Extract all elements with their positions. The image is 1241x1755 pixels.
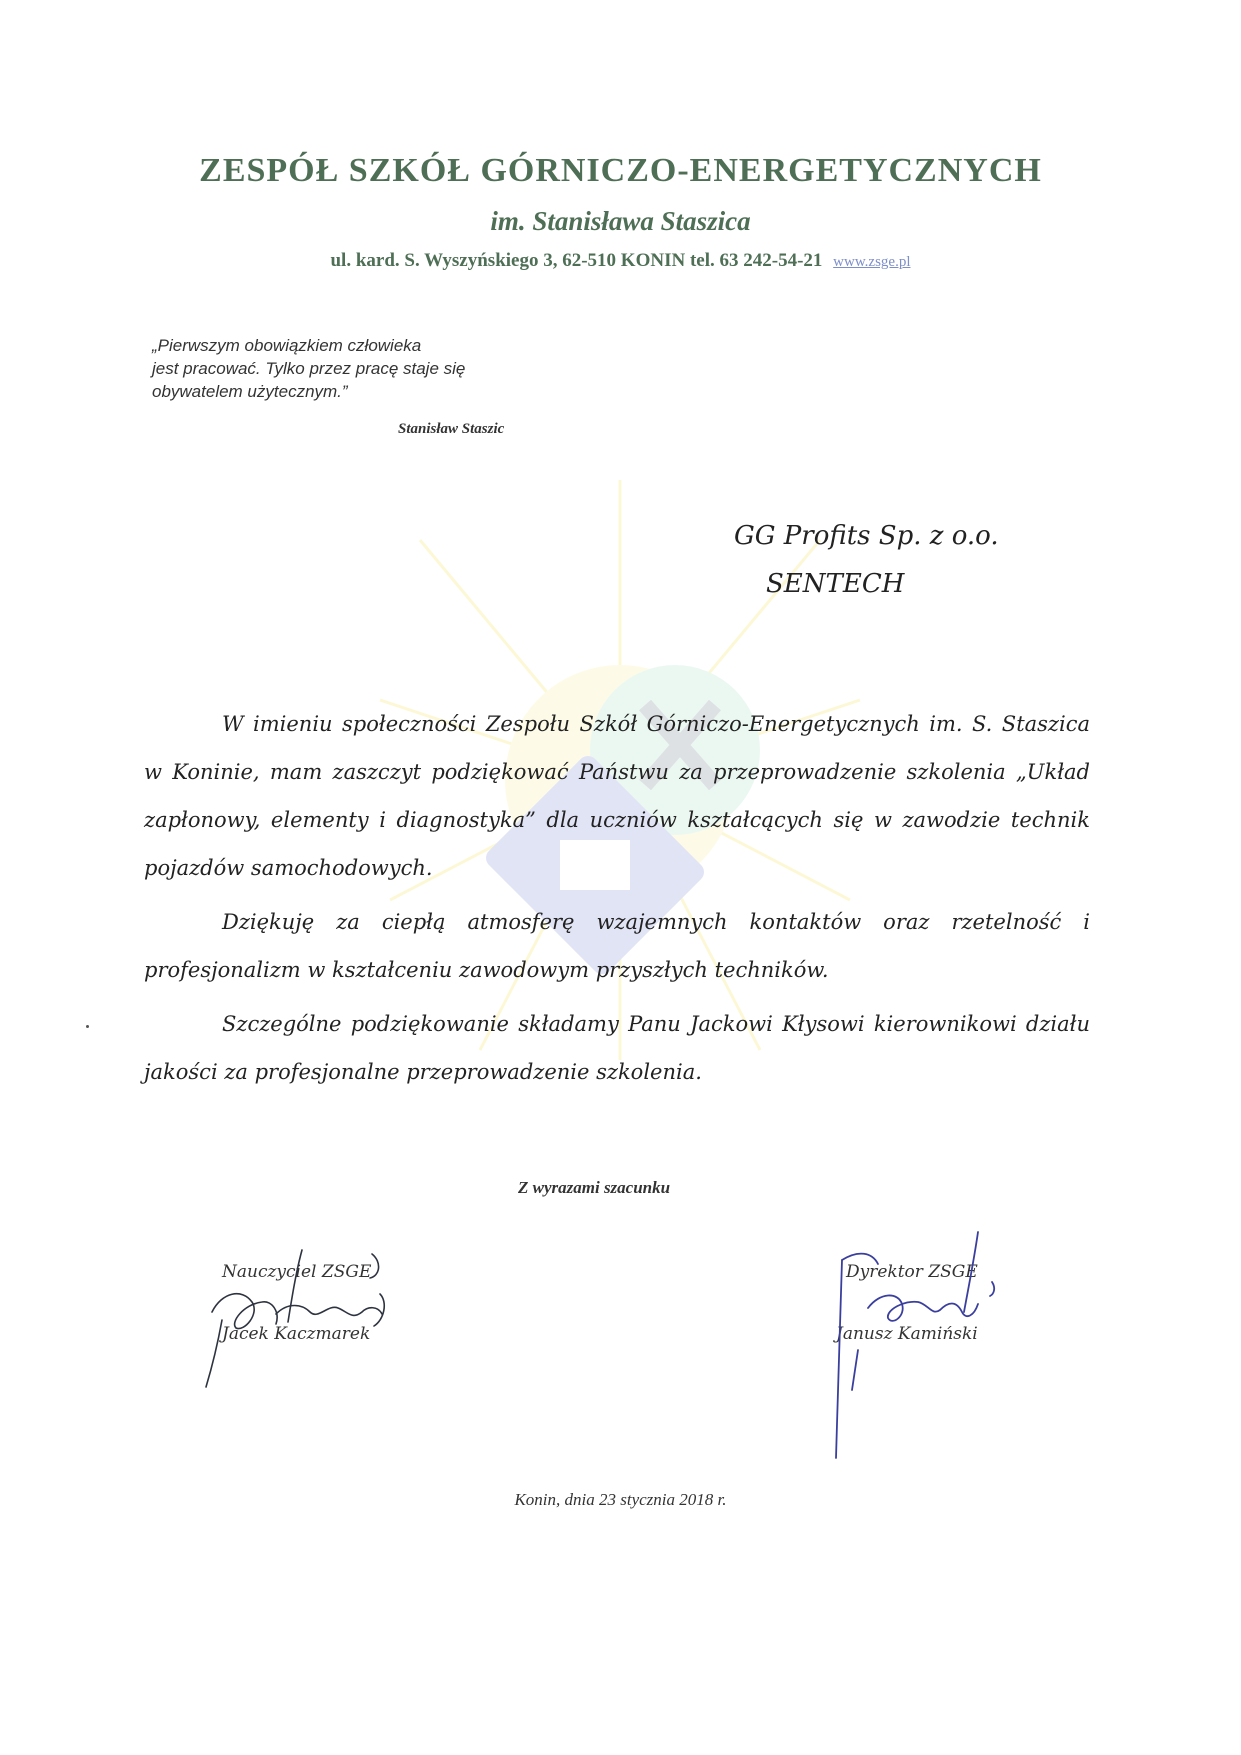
margin-dot (86, 1025, 89, 1028)
body-paragraph: Dziękuję za ciepłą atmosferę wzajemnych kontaktów oraz rzetelność i profesjonalizm w kształceniu zawodowym przyszłych techników. (144, 910, 1090, 982)
signature-right-title: Dyrektor ZSGE (846, 1262, 978, 1282)
motto-line: obywatelem użytecznym.” (152, 382, 348, 401)
motto-line: jest pracować. Tylko przez pracę staje się (152, 359, 466, 378)
school-address: ul. kard. S. Wyszyńskiego 3, 62-510 KONIN tel. 63 242-54-21 (330, 250, 823, 271)
school-website-link[interactable]: www.zsge.pl (833, 254, 911, 270)
school-address-line (0, 250, 1241, 272)
signature-left-title: Nauczyciel ZSGE (222, 1262, 372, 1282)
recipient-block (734, 512, 999, 608)
motto-line: „Pierwszym obowiązkiem człowieka (152, 336, 422, 355)
recipient-company: GG Profits Sp. z o.o. (734, 521, 999, 551)
school-name: ZESPÓŁ SZKÓŁ GÓRNICZO-ENERGETYCZNYCH (199, 152, 1042, 189)
letter-body (144, 700, 1090, 1102)
letter-date: Konin, dnia 23 stycznia 2018 r. (514, 1490, 727, 1509)
body-paragraph: W imieniu społeczności Zespołu Szkół Górniczo-Energetycznych im. S. Staszica w Koninie, mam zaszczyt podziękować Państwu za przeprowadzenie szkolenia „Układ zapłonowy, elementy i diagnostyka” dla uczniów kształcących się w zawodzie technik pojazdów samochodowych. (144, 712, 1090, 880)
school-patron: im. Stanisława Staszica (490, 206, 751, 236)
motto-quote (152, 334, 572, 403)
signature-right-name: Janusz Kamiński (836, 1324, 978, 1344)
signature-left-name: Jacek Kaczmarek (222, 1324, 371, 1344)
motto-author: Stanisław Staszic (398, 421, 505, 437)
body-paragraph: Szczególne podziękowanie składamy Panu Jackowi Kłysowi kierownikowi działu jakości za profesjonalne przeprowadzenie szkolenia. (144, 1012, 1090, 1084)
recipient-brand: SENTECH (766, 569, 905, 599)
closing-phrase: Z wyrazami szacunku (518, 1178, 671, 1197)
